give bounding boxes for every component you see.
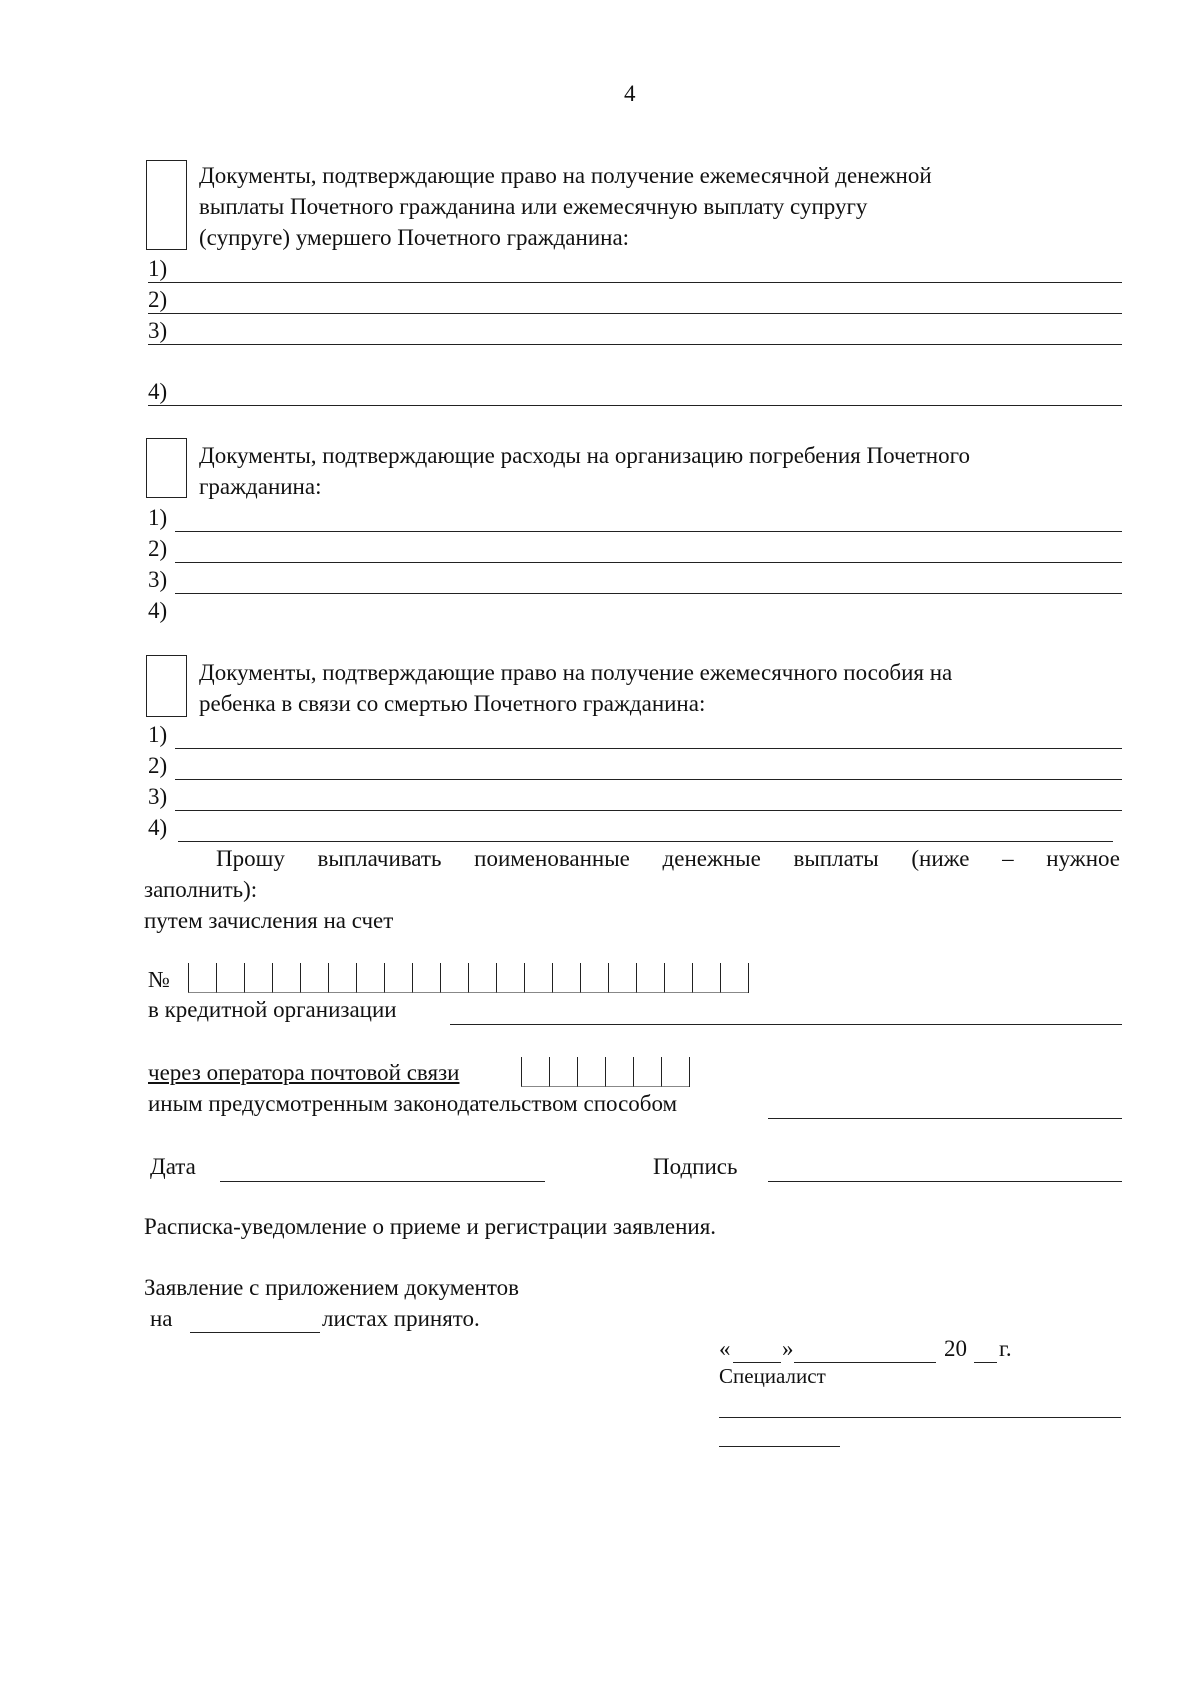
section-2-checkbox[interactable] — [146, 438, 187, 498]
date-line[interactable] — [220, 1181, 545, 1182]
account-digit-cell[interactable] — [272, 963, 300, 993]
post-index-cell[interactable] — [549, 1057, 577, 1087]
post-index-cells[interactable] — [521, 1057, 690, 1087]
section-2-item-3-number: 3) — [148, 567, 168, 592]
section-3-checkbox[interactable] — [146, 655, 187, 717]
account-digit-cell[interactable] — [608, 963, 636, 993]
section-1-item-2-number: 2) — [148, 287, 168, 312]
date-close-quote: » — [782, 1336, 794, 1361]
year-line[interactable] — [974, 1362, 997, 1363]
section-1-item-4-number: 4) — [148, 379, 168, 404]
page-number: 4 — [624, 81, 636, 106]
post-cells-end — [689, 1057, 690, 1087]
receipt-line-1: Заявление с приложением документов — [144, 1275, 519, 1300]
section-2-item-4-number: 4) — [148, 598, 168, 623]
date-label: Дата — [150, 1154, 196, 1179]
account-digit-cell[interactable] — [412, 963, 440, 993]
date-open-quote: « — [719, 1336, 731, 1361]
account-digit-cell[interactable] — [440, 963, 468, 993]
signature-label: Подпись — [653, 1154, 738, 1179]
section-3-item-3-number: 3) — [148, 784, 168, 809]
account-number-cells[interactable] — [188, 963, 749, 993]
specialist-signature-line[interactable] — [719, 1446, 840, 1447]
signature-line[interactable] — [768, 1181, 1122, 1182]
section-1-heading-line-3: (супруге) умершего Почетного гражданина: — [199, 225, 630, 250]
number-sign: № — [148, 967, 170, 992]
section-3-item-1-line[interactable] — [175, 748, 1122, 749]
account-digit-cell[interactable] — [524, 963, 552, 993]
bank-label: в кредитной организации — [148, 997, 397, 1022]
account-digit-cell[interactable] — [720, 963, 748, 993]
account-digit-cell[interactable] — [552, 963, 580, 993]
section-2-item-2-number: 2) — [148, 536, 168, 561]
post-index-cell[interactable] — [661, 1057, 689, 1087]
account-digit-cell[interactable] — [356, 963, 384, 993]
receipt-title: Расписка-уведомление о приеме и регистрации заявления. — [144, 1214, 717, 1239]
specialist-label: Специалист — [719, 1364, 826, 1388]
other-method-label: иным предусмотренным законодательством способом — [148, 1091, 678, 1116]
account-digit-cell[interactable] — [468, 963, 496, 993]
receipt-sheets-prefix: на — [150, 1306, 173, 1331]
section-3-heading-line-1: Документы, подтверждающие право на получение ежемесячного пособия на — [199, 660, 953, 685]
section-2-item-1-number: 1) — [148, 505, 168, 530]
payment-request-line-2: заполнить): — [144, 877, 258, 902]
payment-request-line-1: Прошу выплачивать поименованные денежные выплаты (ниже – нужное — [216, 846, 1120, 871]
post-index-cell[interactable] — [633, 1057, 661, 1087]
section-1-checkbox[interactable] — [146, 160, 187, 250]
section-3-item-4-number: 4) — [148, 815, 168, 840]
account-digit-cell[interactable] — [300, 963, 328, 993]
section-2-item-3-line[interactable] — [175, 593, 1122, 594]
section-1-heading-line-2: выплаты Почетного гражданина или ежемесячную выплату супругу — [199, 194, 868, 219]
section-3-item-2-number: 2) — [148, 753, 168, 778]
account-digit-cell[interactable] — [496, 963, 524, 993]
section-1-item-3-number: 3) — [148, 318, 168, 343]
section-3-item-4-line[interactable] — [178, 841, 1113, 842]
account-digit-cell[interactable] — [244, 963, 272, 993]
section-2-item-1-line[interactable] — [175, 531, 1122, 532]
post-index-cell[interactable] — [605, 1057, 633, 1087]
year-prefix: 20 — [944, 1336, 967, 1361]
account-digit-cell[interactable] — [580, 963, 608, 993]
sheets-count-line[interactable] — [190, 1332, 320, 1333]
section-1-item-3-line[interactable] — [148, 344, 1122, 345]
account-digit-cell[interactable] — [188, 963, 216, 993]
account-cells-end — [748, 963, 749, 993]
year-suffix: г. — [999, 1336, 1012, 1361]
section-3-item-2-line[interactable] — [175, 779, 1122, 780]
account-label: путем зачисления на счет — [144, 908, 394, 933]
section-2-heading-line-1: Документы, подтверждающие расходы на организацию погребения Почетного — [199, 443, 970, 468]
other-method-line[interactable] — [768, 1118, 1122, 1119]
account-digit-cell[interactable] — [216, 963, 244, 993]
post-index-cell[interactable] — [577, 1057, 605, 1087]
account-digit-cell[interactable] — [636, 963, 664, 993]
section-1-item-2-line[interactable] — [148, 313, 1122, 314]
section-1-item-1-line[interactable] — [148, 282, 1122, 283]
section-3-heading-line-2: ребенка в связи со смертью Почетного гражданина: — [199, 691, 706, 716]
account-digit-cell[interactable] — [664, 963, 692, 993]
section-1-item-4-line[interactable] — [148, 405, 1122, 406]
section-3-item-3-line[interactable] — [175, 810, 1122, 811]
post-label: через оператора почтовой связи — [148, 1060, 460, 1085]
account-digit-cell[interactable] — [692, 963, 720, 993]
account-digit-cell[interactable] — [328, 963, 356, 993]
section-2-item-2-line[interactable] — [175, 562, 1122, 563]
section-1-heading-line-1: Документы, подтверждающие право на получение ежемесячной денежной — [199, 163, 932, 188]
account-digit-cell[interactable] — [384, 963, 412, 993]
post-index-cell[interactable] — [521, 1057, 549, 1087]
section-3-item-1-number: 1) — [148, 722, 168, 747]
specialist-name-line[interactable] — [719, 1417, 1121, 1418]
receipt-sheets-suffix: листах принято. — [322, 1306, 480, 1331]
section-1-item-1-number: 1) — [148, 256, 168, 281]
bank-name-line[interactable] — [450, 1024, 1122, 1025]
section-2-heading-line-2: гражданина: — [199, 474, 322, 499]
